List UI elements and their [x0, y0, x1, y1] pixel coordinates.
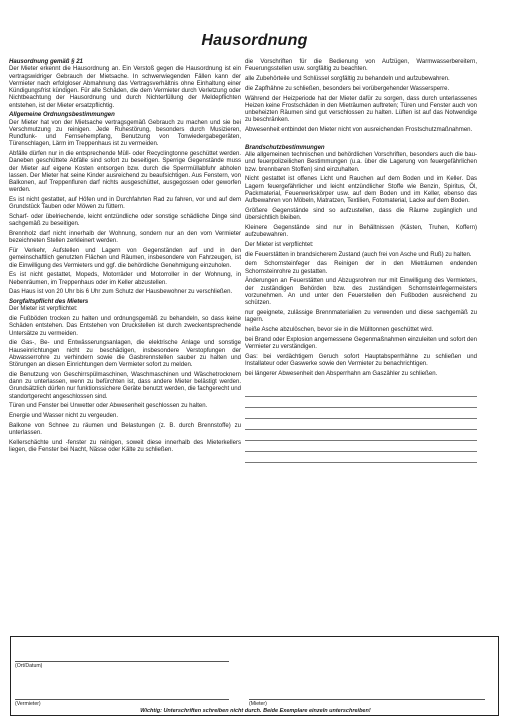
landlord-signature-line[interactable]: [15, 699, 229, 700]
blank-note-line[interactable]: [245, 408, 477, 419]
document-title: Hausordnung: [201, 32, 308, 49]
paragraph: Der Mieter ist verpflichtet:: [9, 306, 78, 313]
paragraph: bei längerer Abwesenheit den Absperrhahn am Gaszähler zu schließen.: [245, 370, 438, 377]
paragraph: alle Zubehörteile und Schlüssel sorgfältig zu behandeln und aufzubewahren.: [245, 76, 450, 82]
section-gap: [245, 137, 477, 145]
tenant-signature-line[interactable]: [249, 699, 485, 700]
paragraph: Brennholz darf nicht innerhalb der Wohnung, sondern nur an den vom Vermieter bezeichneten Stellen zerkleinert werden.: [9, 231, 241, 245]
paragraph: Für Verkehr, Aufstellen und Lagern von Gegenständen auf und in den gemeinschaftlich genutzten Flächen und Räumen, insbesondere von Fahrzeugen, ist die Einwilligung des Vermieters und ggf. die behördliche Genehmigung einzuholen.: [9, 248, 241, 269]
paragraph: Der Mieter erkennt die Hausordnung an. Ein Verstoß gegen die Hausordnung ist ein vertragswidriger Gebrauch der Mietsache. In schwerwiegenden Fällen kann der Vermieter nach erfolgloser Abmahnung das Vertragsverhältnis ohne Einhaltung einer Kündigungsfrist kündigen. Für alle Schäden, die dem Vermieter durch Verletzung oder Nichtbeachtung der Hausordnung und durch Nichterfüllung der Meldepflichten entstehen, ist der Mieter ersatzpflichtig.: [9, 66, 241, 109]
paragraph: bei Brand oder Explosion angemessene Gegenmaßnahmen einzuleiten und sofort den Vermieter zu verständigen.: [245, 336, 477, 350]
paragraph: Balkone von Schnee zu räumen und Belastungen (z. B. durch Brennstoffe) zu unterlassen.: [9, 422, 241, 436]
paragraph: heiße Asche abzulöschen, bevor sie in die Mülltonnen geschüttet wird.: [245, 326, 434, 333]
paragraph: die Gas-, Be- und Entwässerungsanlagen, die elektrische Anlage und sonstige Hauseinrichtungen nicht zu beschädigen, insbesondere Verstopfungen der Abwasserrohre zu verhindern sowie die Gasbrennstellen sauber zu halten und Störungen an diesen Einrichtungen dem Vermieter sofort zu melden.: [9, 340, 241, 368]
blank-note-line[interactable]: [245, 419, 477, 430]
paragraph: Kellerschächte und -fenster zu reinigen, soweit diese innerhalb des Mieterkellers liegen, die Fenster bei Nacht, Nässe oder Kälte zu schließen.: [9, 439, 241, 453]
section-heading: Brandschutzbestimmungen: [245, 144, 325, 151]
signature-box: [10, 636, 499, 716]
paragraph: die Zapfhähne zu schließen, besonders bei vorübergehender Wassersperre.: [245, 85, 450, 92]
blank-note-line[interactable]: [245, 430, 477, 441]
paragraph: Energie und Wasser nicht zu vergeuden.: [9, 413, 119, 419]
paragraph: Das Haus ist von 20 Uhr bis 6 Uhr zum Schutz der Hausbewohner zu verschließen.: [9, 289, 233, 296]
paragraph: Gas: bei verdächtigem Geruch sofort Hauptabsperrhähne zu schließen und Installateur oder Gaswerke sowie den Vermieter zu benachrichtigen.: [245, 353, 477, 367]
blank-note-line[interactable]: [245, 386, 477, 397]
tenant-label: (Mieter): [249, 701, 267, 707]
paragraph: Kleinere Gegenstände sind nur in Behältnissen (Kästen, Truhen, Koffern) aufzubewahren.: [245, 224, 477, 238]
signature-warning: Wichtig: Unterschriften schreiben nicht durch. Beide Exemplare einzeln unterschreiben!: [140, 708, 371, 714]
place-date-line[interactable]: [15, 661, 229, 662]
section-heading: Sorgfaltspflicht des Mieters: [9, 299, 89, 305]
section-heading: Allgemeine Ordnungsbestimmungen: [9, 112, 115, 119]
paragraph: die Fußböden trocken zu halten und ordnungsgemäß zu behandeln, so dass keine Schäden entstehen. Das Entstehen von Druckstellen ist durch zweckentsprechende Untersätze zu vermeiden.: [9, 316, 241, 337]
paragraph: Es ist nicht gestattet, auf Höfen und in Durchfahrten Rad zu fahren, vor und auf dem Grundstück Tauben oder Möwen zu füttern.: [9, 197, 241, 211]
paragraph: dem Schornsteinfeger das Reinigen der in den Mieträumen endenden Schornsteinrohre zu gestatten.: [245, 261, 477, 275]
paragraph: Alle allgemeinen technischen und behördlichen Vorschriften, besonders auch die bau- und feuerpolizeilichen Bestimmungen (u.a. über die Lagerung von feuergefährlichen bzw. brennbaren Stoffen) sind einzuhalten.: [245, 152, 477, 173]
paragraph: Nicht gestattet ist offenes Licht und Rauchen auf dem Boden und im Keller. Das Lagern feuergefährlicher und leicht entzündlicher Stoffe wie Benzin, Spiritus, Öl, Packmaterial, Feuerwerkskörper usw. auf dem Boden und im Keller, ebenso das Aufbewahren von Möbeln, Matratzen, Textilien, Fotomaterial, Lacke auf dem Boden.: [245, 176, 477, 204]
paragraph: Änderungen an Feuerstätten und Abzugsrohren nur mit Einwilligung des Vermieters, der zuständigen Behörden bzw. des zuständigen Schornsteinfegermeisters vorzunehmen. An und unter den Feuerstellen den Fußboden ausreichend zu schützen.: [245, 278, 477, 306]
blank-note-line[interactable]: [245, 397, 477, 408]
section-heading: Hausordnung gemäß § 21: [9, 59, 83, 65]
paragraph: Während der Heizperiode hat der Mieter dafür zu sorgen, dass durch unterlassenes Heizen keine Frostschäden in den Mieträumen auftreten; Türen und Fenster auch von unbeheizten Räumen sind gut verschlossen zu halten. Lüften ist auf das Notwendige zu beschränken.: [245, 95, 477, 124]
blank-note-line[interactable]: [245, 441, 477, 452]
paragraph: Der Mieter hat von der Mietsache vertragsgemäß Gebrauch zu machen und sie bei Verschmutzung zu reinigen. Jede Ruhestörung, besonders durch Musizieren, Rundfunk- und Fernsehempfang, Benutzung von Tonwiedergabegeräten, Türenschlagen, Lärm im Treppenhaus ist zu vermeiden.: [9, 119, 241, 148]
paragraph: Größere Gegenstände sind so aufzustellen, dass die Räume zugänglich und übersichtlich bleiben.: [245, 207, 477, 221]
blank-note-line[interactable]: [245, 452, 477, 463]
landlord-label: (Vermieter): [15, 701, 41, 707]
paragraph: Türen und Fenster bei Unwetter oder Abwesenheit geschlossen zu halten.: [9, 403, 208, 410]
place-date-label: (Ort/Datum): [15, 663, 43, 669]
paragraph: Abfälle dürfen nur in die entsprechende Müll- oder Recyclingtonne geschüttet werden. Daneben geschüttete Abfälle sind sofort zu beseitigen. Sperrige Gegenstände muss der Mieter auf eigene Kosten entsorgen bzw. durch die Sperrmüllabfuhr abholen lassen. Der Mieter hat seine Kinder ausreichend zu beaufsichtigen. Aus Fenstern, von Balkonen, auf Treppenfluren darf nichts ausgeschüttet, ausgegossen oder geworfen werden.: [9, 151, 241, 194]
left-column: [9, 59, 241, 457]
paragraph: die Vorschriften für die Bedienung von Aufzügen, Warmwasserbereitern, Feuerungsstellen usw. sorgfältig zu beachten.: [245, 59, 477, 73]
right-column: [245, 59, 477, 463]
paragraph: die Benutzung von Geschirrspülmaschinen, Waschmaschinen und Wäschetrocknern dann zu unterlassen, wenn zu befürchten ist, dass andere Mieter belästigt werden. Grundsätzlich dürfen nur funktionssichere Geräte benutzt werden, die fachgerecht und standortgerecht angeschlossen sind.: [9, 371, 241, 400]
paragraph: Es ist nicht gestattet, Mopeds, Motorräder und Motorroller in der Wohnung, in Nebenräumen, im Treppenhaus oder im Keller abzustellen.: [9, 272, 241, 286]
paragraph: Der Mieter ist verpflichtet:: [245, 241, 314, 248]
paragraph: Scharf- oder übelriechende, leicht entzündliche oder sonstige schädliche Dinge sind sachgemäß zu beseitigen.: [9, 214, 241, 228]
paragraph: die Feuerstätten in brandsicherem Zustand (auch frei von Asche und Ruß) zu halten.: [245, 251, 472, 258]
paragraph: Abwesenheit entbindet den Mieter nicht von ausreichenden Frostschutzmaßnahmen.: [245, 127, 473, 133]
paragraph: nur geeignete, zulässige Brennmaterialien zu verwenden und diese sachgemäß zu lagern.: [245, 309, 477, 323]
